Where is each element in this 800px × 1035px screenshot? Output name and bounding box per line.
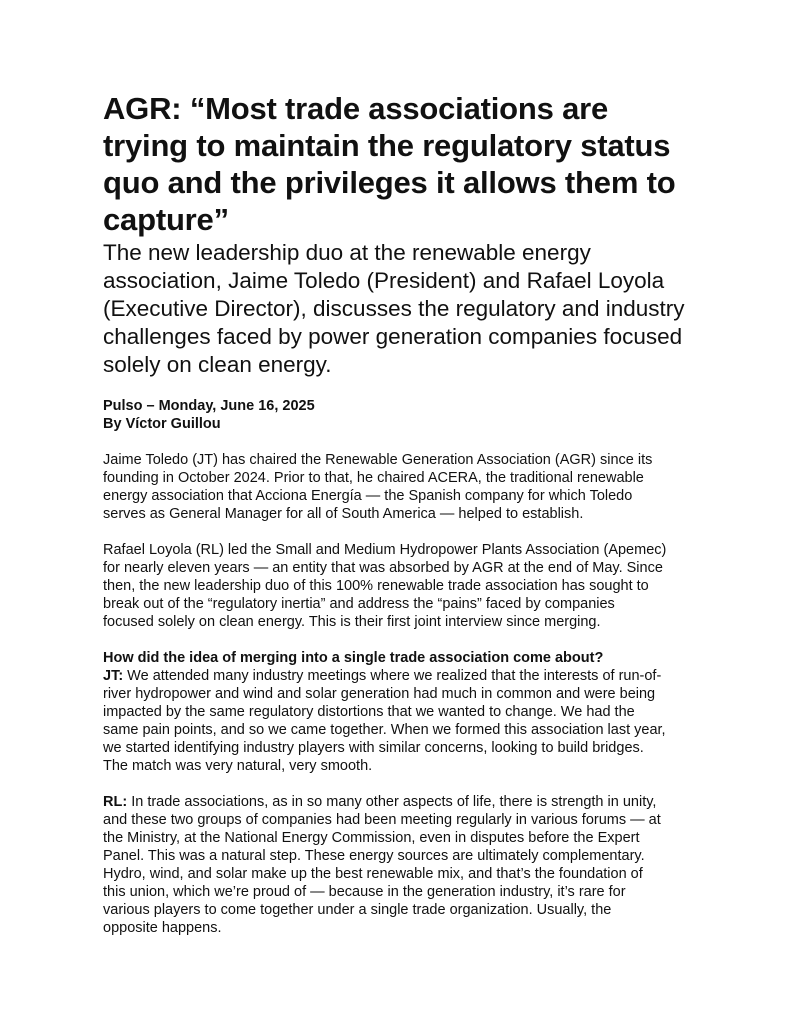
title-line: trying to maintain the regulatory status <box>103 128 671 163</box>
interview-question: How did the idea of merging into a single trade association come about? <box>103 650 604 666</box>
article-subtitle <box>103 239 723 379</box>
text-line: then, the new leadership duo of this 100% renewable trade association has sought to <box>103 578 649 594</box>
text-line: energy association that Acciona Energía — the Spanish company for which Toledo <box>103 488 633 504</box>
article-meta <box>103 397 723 433</box>
text-line: we started identifying industry players with similar concerns, looking to build bridges. <box>103 740 644 756</box>
text-line: Jaime Toledo (JT) has chaired the Renewable Generation Association (AGR) since its <box>103 452 653 468</box>
title-line: quo and the privileges it allows them to <box>103 165 676 200</box>
text-line: the Ministry, at the National Energy Commission, even in disputes before the Expert <box>103 830 640 846</box>
text-line: river hydropower and wind and solar generation had much in common and were being <box>103 686 656 702</box>
text-line: opposite happens. <box>103 920 222 936</box>
text-line: same pain points, and so we came together. When we formed this association last year, <box>103 722 666 738</box>
text-line: serves as General Manager for all of South America — helped to establish. <box>103 506 584 522</box>
intro-paragraph-1 <box>103 451 723 523</box>
speaker-label: RL: <box>103 794 128 810</box>
text-line: this union, which we’re proud of — because in the generation industry, it’s rare for <box>103 884 626 900</box>
subtitle-line: (Executive Director), discusses the regulatory and industry <box>103 296 685 321</box>
text-line: impacted by the same regulatory distortions that we wanted to change. We had the <box>103 704 635 720</box>
speaker-label: JT: <box>103 668 124 684</box>
title-line: capture” <box>103 202 229 237</box>
text-line <box>103 793 723 811</box>
subtitle-line: association, Jaime Toledo (President) and Rafael Loyola <box>103 268 665 293</box>
text-line: various players to come together under a single trade organization. Usually, the <box>103 902 612 918</box>
text-fragment: We attended many industry meetings where we realized that the interests of run-of- <box>123 668 662 684</box>
intro-paragraph-2 <box>103 541 723 631</box>
article-title <box>103 90 723 238</box>
text-line <box>103 667 723 685</box>
text-line: for nearly eleven years — an entity that was absorbed by AGR at the end of May. Since <box>103 560 663 576</box>
interview-answer-jt <box>103 649 723 775</box>
source-date: Pulso – Monday, June 16, 2025 <box>103 398 315 414</box>
text-line: The match was very natural, very smooth. <box>103 758 373 774</box>
text-line: and these two groups of companies had been meeting regularly in various forums — at <box>103 812 661 828</box>
subtitle-line: solely on clean energy. <box>103 352 332 377</box>
text-line: break out of the “regulatory inertia” and address the “pains” faced by companies <box>103 596 615 612</box>
interview-answer-rl <box>103 793 723 937</box>
title-line: AGR: “Most trade associations are <box>103 91 609 126</box>
subtitle-line: The new leadership duo at the renewable energy <box>103 240 591 265</box>
subtitle-line: challenges faced by power generation companies focused <box>103 324 683 349</box>
article <box>103 90 723 937</box>
text-line: founding in October 2024. Prior to that, he chaired ACERA, the traditional renewable <box>103 470 644 486</box>
text-fragment: In trade associations, as in so many other aspects of life, there is strength in unity, <box>127 794 657 810</box>
text-line: Rafael Loyola (RL) led the Small and Medium Hydropower Plants Association (Apemec) <box>103 542 667 558</box>
byline: By Víctor Guillou <box>103 416 221 432</box>
text-line: focused solely on clean energy. This is their first joint interview since merging. <box>103 614 601 630</box>
text-line: Hydro, wind, and solar make up the best renewable mix, and that’s the foundation of <box>103 866 643 882</box>
text-line: Panel. This was a natural step. These energy sources are ultimately complementary. <box>103 848 645 864</box>
